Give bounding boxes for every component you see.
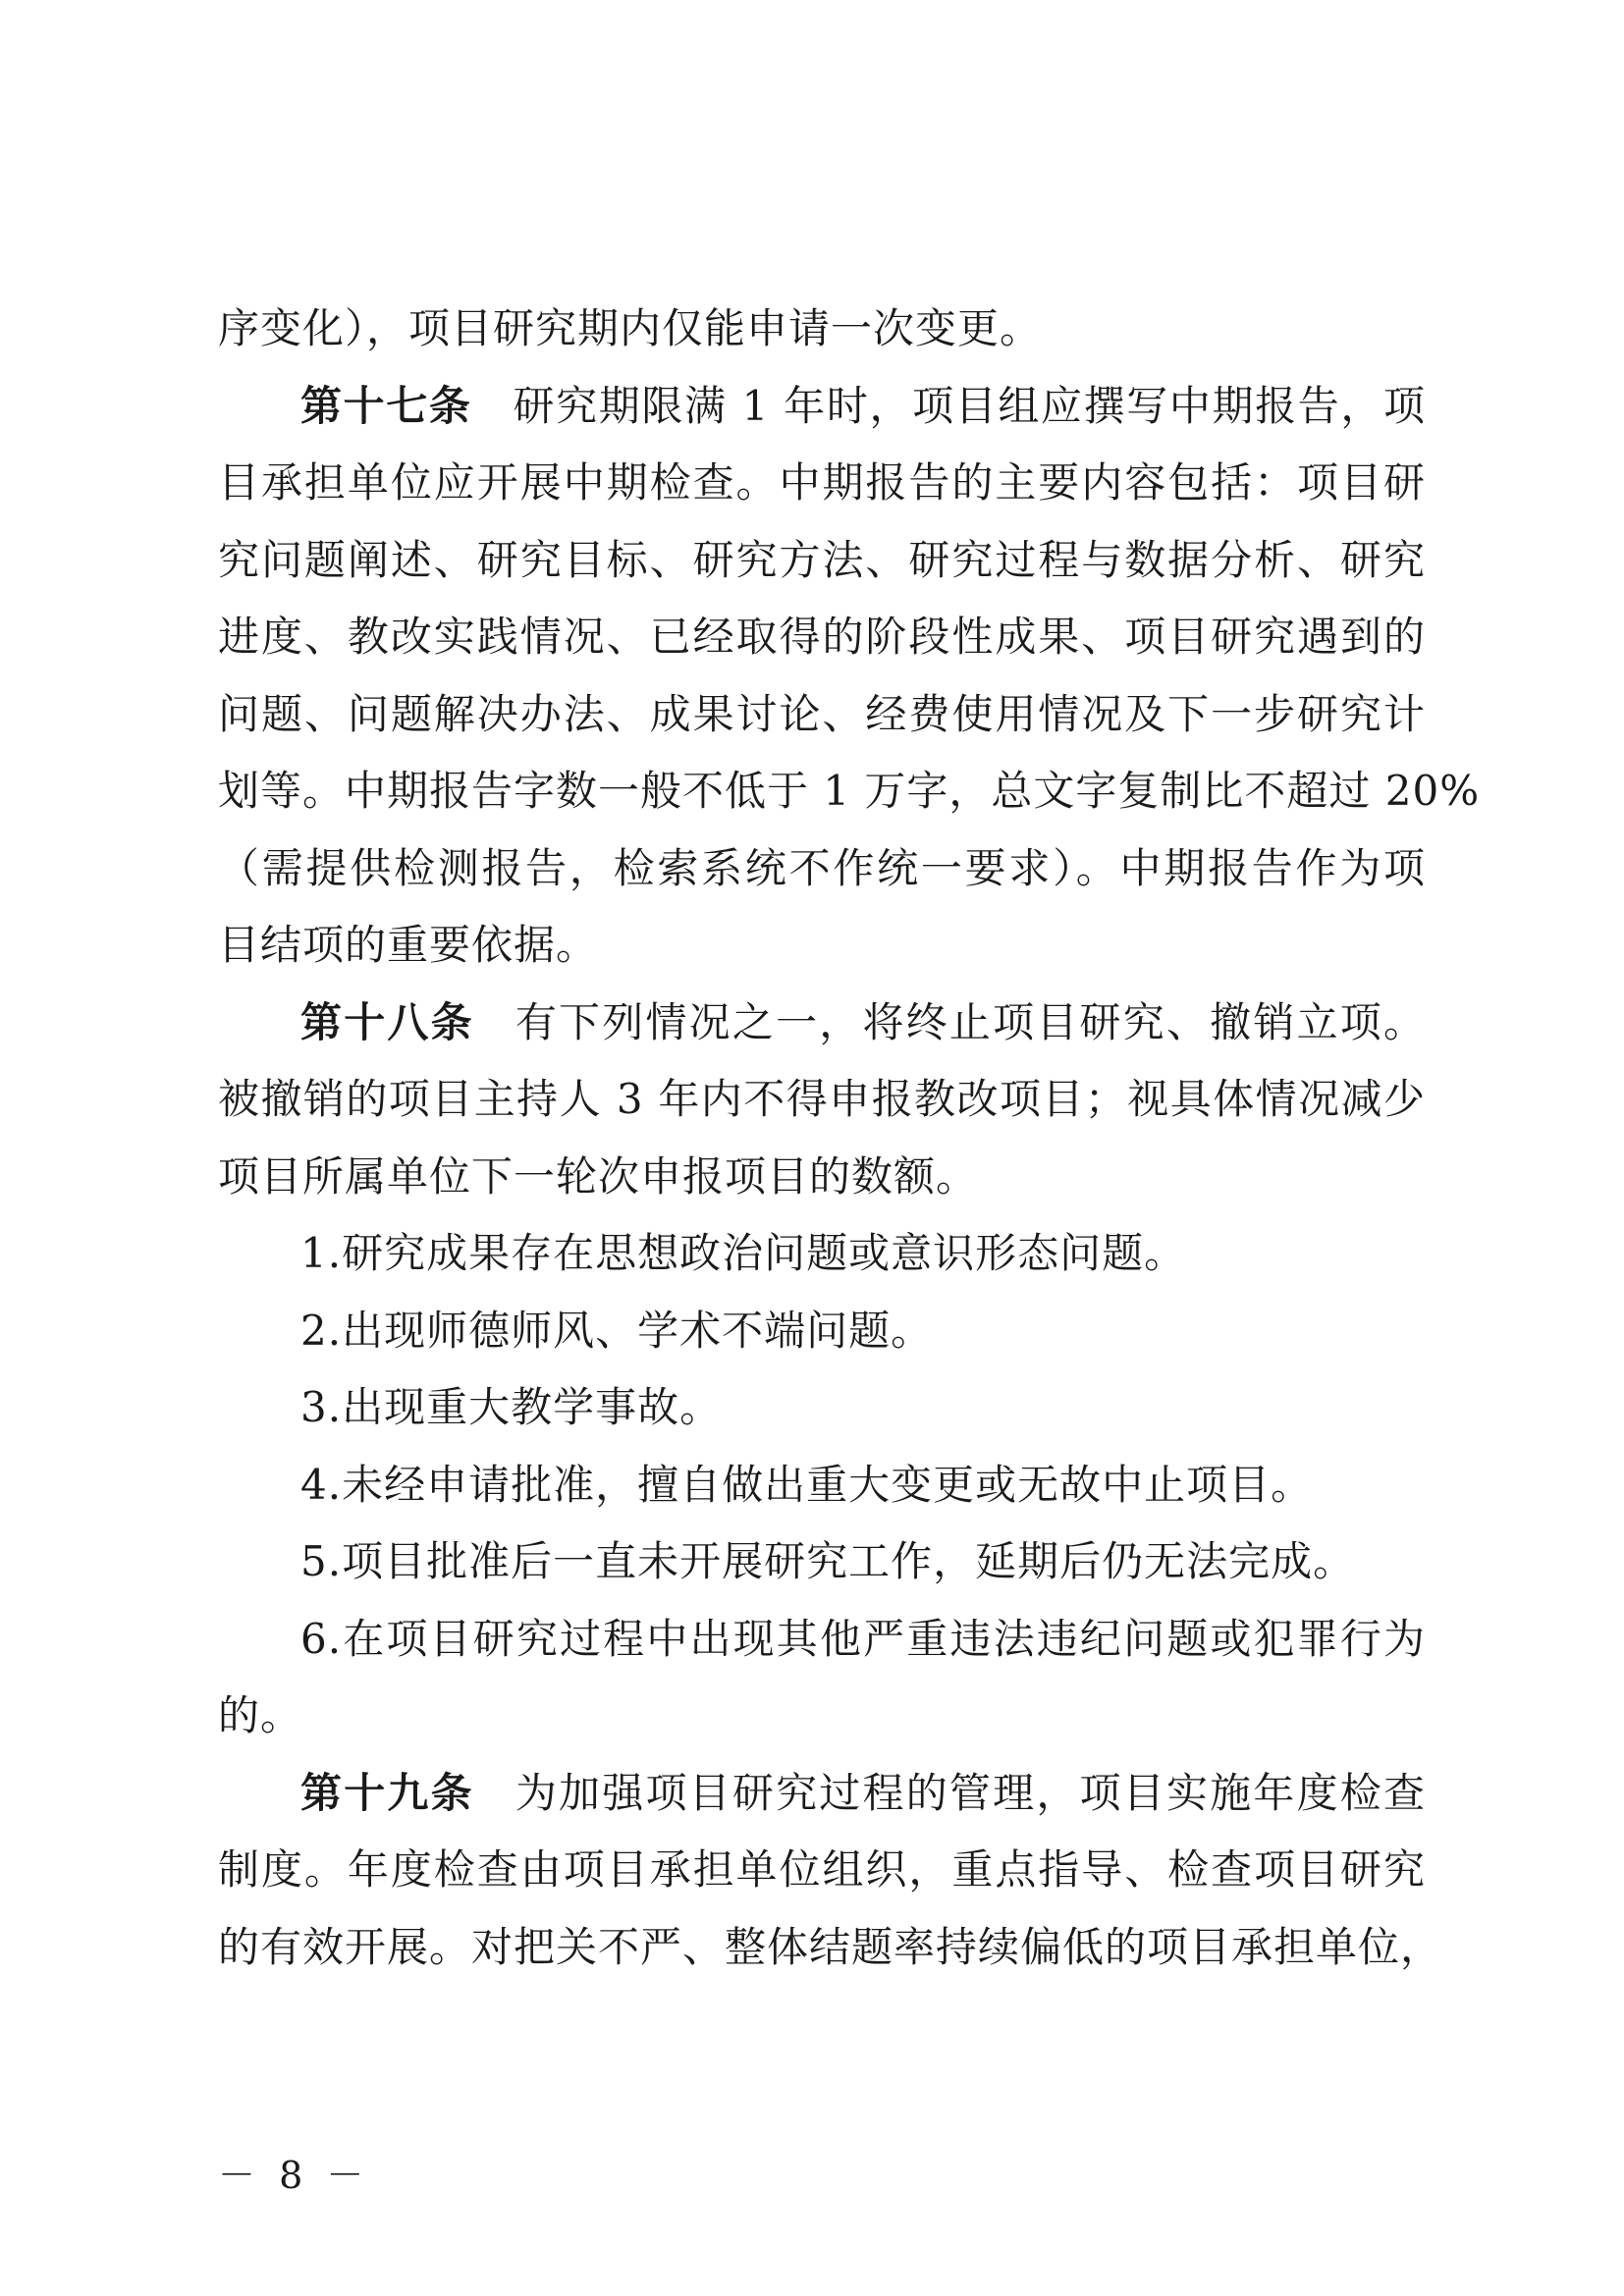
article-19-line [218, 1755, 1426, 1833]
list-item: 5.项目批准后一直未开展研究工作，延期后仍无法完成。 [300, 1537, 1356, 1585]
article-text: 研究期限满 1 年时，项目组应撰写中期报告，项 [513, 381, 1426, 430]
text-line: 被撤销的项目主持人 3 年内不得申报教改项目；视具体情况减少 [218, 1075, 1426, 1123]
text-line: 目结项的重要依据。 [218, 921, 599, 969]
text-line: 划等。中期报告字数一般不低于 1 万字，总文字复制比不超过 20% [218, 767, 1481, 815]
article-17-line [218, 368, 1426, 446]
page-number: － 8 － [218, 2154, 370, 2197]
list-item: 2.出现师德师风、学术不端问题。 [300, 1306, 934, 1355]
list-item: 1.研究成果存在思想政治问题或意识形态问题。 [300, 1229, 1187, 1277]
text-line: 究问题阐述、研究目标、研究方法、研究过程与数据分析、研究 [218, 535, 1426, 584]
list-item: 4.未经申请批准，擅自做出重大变更或无故中止项目。 [300, 1460, 1314, 1509]
article-title: 第十九条 [300, 1768, 474, 1817]
article-title: 第十七条 [300, 381, 472, 430]
article-18-line [218, 985, 1426, 1062]
text-line: 问题、问题解决办法、成果讨论、经费使用情况及下一步研究计 [218, 689, 1426, 738]
text-line: 的。 [218, 1691, 303, 1739]
text-line: 的有效开展。对把关不严、整体结题率持续偏低的项目承担单位， [218, 1922, 1443, 1971]
text-line: 制度。年度检查由项目承担单位组织，重点指导、检查项目研究 [218, 1845, 1426, 1894]
text-line: 项目所属单位下一轮次申报项目的数额。 [218, 1151, 979, 1201]
text-line: （需提供检测报告，检索系统不作统一要求）。中期报告作为项 [218, 843, 1426, 892]
article-text: 有下列情况之一，将终止项目研究、撤销立项。 [514, 997, 1426, 1046]
document-body [218, 291, 1481, 1986]
article-title: 第十八条 [300, 997, 474, 1046]
text-line: 目承担单位应开展中期检查。中期报告的主要内容包括：项目研 [218, 458, 1426, 507]
text-line: 进度、教改实践情况、已经取得的阶段性成果、项目研究遇到的 [218, 613, 1426, 661]
list-item: 3.出现重大教学事故。 [300, 1383, 723, 1431]
article-text: 为加强项目研究过程的管理，项目实施年度检查 [514, 1768, 1426, 1817]
list-item: 6.在项目研究过程中出现其他严重违法违纪问题或犯罪行为 [300, 1614, 1426, 1663]
text-line: 序变化），项目研究期内仅能申请一次变更。 [218, 304, 1043, 352]
